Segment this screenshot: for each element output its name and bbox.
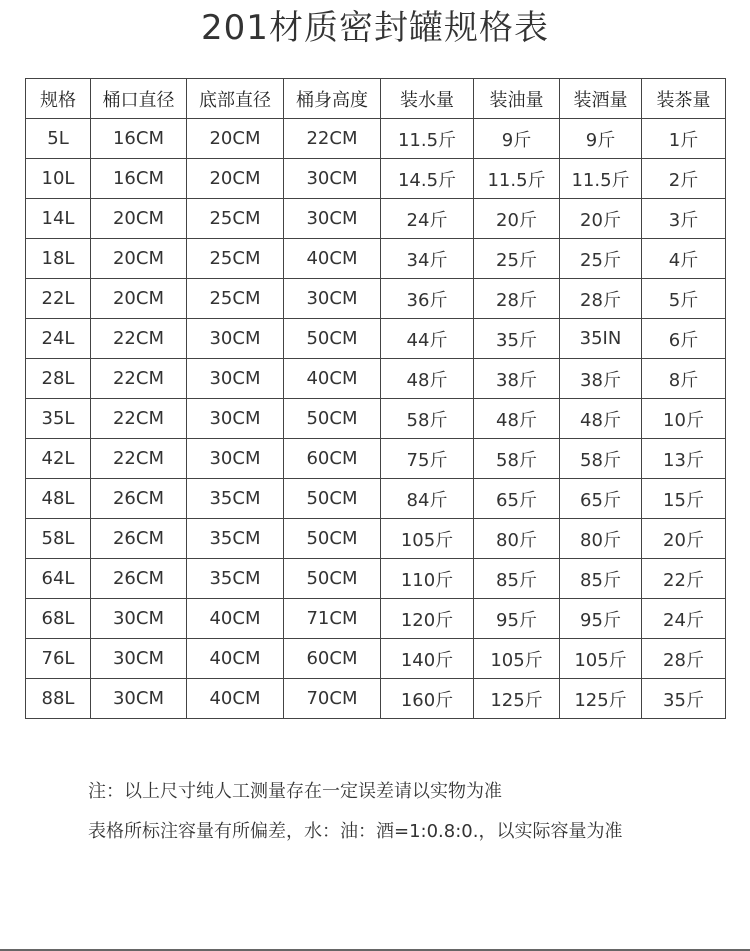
table-cell: 20CM <box>187 159 284 199</box>
table-cell: 22CM <box>284 119 381 159</box>
table-cell: 80斤 <box>560 519 642 559</box>
table-cell: 20斤 <box>642 519 726 559</box>
table-cell: 30CM <box>284 199 381 239</box>
table-row <box>26 439 726 479</box>
table-cell: 40CM <box>187 679 284 719</box>
table-cell: 24斤 <box>381 199 474 239</box>
table-cell: 40CM <box>187 599 284 639</box>
table-cell: 35CM <box>187 519 284 559</box>
table-cell: 110斤 <box>381 559 474 599</box>
table-cell: 65斤 <box>474 479 560 519</box>
table-cell: 22CM <box>91 359 187 399</box>
table-cell: 105斤 <box>560 639 642 679</box>
table-cell: 38斤 <box>474 359 560 399</box>
table-row <box>26 239 726 279</box>
table-row <box>26 599 726 639</box>
table-cell: 34斤 <box>381 239 474 279</box>
table-cell: 20CM <box>91 239 187 279</box>
table-cell: 70CM <box>284 679 381 719</box>
table-cell: 11.5斤 <box>474 159 560 199</box>
table-cell: 60CM <box>284 439 381 479</box>
table-row <box>26 159 726 199</box>
table-cell: 26CM <box>91 519 187 559</box>
table-cell: 76L <box>26 639 91 679</box>
table-cell: 125斤 <box>560 679 642 719</box>
table-row <box>26 519 726 559</box>
table-cell: 35斤 <box>642 679 726 719</box>
table-cell: 35CM <box>187 559 284 599</box>
table-cell: 25斤 <box>560 239 642 279</box>
table-cell: 35CM <box>187 479 284 519</box>
table-cell: 88L <box>26 679 91 719</box>
table-cell: 22L <box>26 279 91 319</box>
table-cell: 48L <box>26 479 91 519</box>
table-cell: 85斤 <box>560 559 642 599</box>
header-cell-bottom-diameter: 底部直径 <box>187 79 284 119</box>
table-cell: 40CM <box>284 239 381 279</box>
table-row <box>26 479 726 519</box>
table-body <box>26 119 726 719</box>
table-cell: 6斤 <box>642 319 726 359</box>
table-row <box>26 319 726 359</box>
table-cell: 30CM <box>187 439 284 479</box>
header-cell-oil-capacity: 装油量 <box>474 79 560 119</box>
table-cell: 30CM <box>284 279 381 319</box>
table-cell: 11.5斤 <box>381 119 474 159</box>
table-cell: 140斤 <box>381 639 474 679</box>
table-row <box>26 359 726 399</box>
table-cell: 28斤 <box>642 639 726 679</box>
table-cell: 30CM <box>284 159 381 199</box>
header-cell-body-height: 桶身高度 <box>284 79 381 119</box>
table-cell: 58斤 <box>560 439 642 479</box>
table-cell: 30CM <box>91 599 187 639</box>
table-cell: 5L <box>26 119 91 159</box>
table-cell: 15斤 <box>642 479 726 519</box>
table-row <box>26 559 726 599</box>
table-cell: 10L <box>26 159 91 199</box>
table-cell: 22CM <box>91 399 187 439</box>
table-row <box>26 279 726 319</box>
table-cell: 35IN <box>560 319 642 359</box>
notes <box>88 778 728 858</box>
table-cell: 20CM <box>91 279 187 319</box>
table-cell: 20斤 <box>474 199 560 239</box>
table-cell: 120斤 <box>381 599 474 639</box>
table-cell: 22CM <box>91 439 187 479</box>
table-cell: 30CM <box>187 359 284 399</box>
table-cell: 35斤 <box>474 319 560 359</box>
header-cell-mouth-diameter: 桶口直径 <box>91 79 187 119</box>
table-cell: 16CM <box>91 119 187 159</box>
table-row <box>26 119 726 159</box>
table-cell: 64L <box>26 559 91 599</box>
table-cell: 40CM <box>187 639 284 679</box>
table-cell: 50CM <box>284 519 381 559</box>
table-cell: 50CM <box>284 319 381 359</box>
table-cell: 30CM <box>91 679 187 719</box>
table-cell: 42L <box>26 439 91 479</box>
table-cell: 48斤 <box>560 399 642 439</box>
table-cell: 48斤 <box>381 359 474 399</box>
table-cell: 1斤 <box>642 119 726 159</box>
table-row <box>26 399 726 439</box>
table-cell: 13斤 <box>642 439 726 479</box>
table-header-row <box>26 79 726 119</box>
table-cell: 58L <box>26 519 91 559</box>
table-cell: 85斤 <box>474 559 560 599</box>
note-capacity: 表格所标注容量有所偏差，水：油：酒=1:0.8:0.，以实际容量为准 <box>88 821 623 842</box>
table-cell: 18L <box>26 239 91 279</box>
table-cell: 28斤 <box>560 279 642 319</box>
table-cell: 75斤 <box>381 439 474 479</box>
table-cell: 9斤 <box>560 119 642 159</box>
table-row <box>26 199 726 239</box>
table-cell: 50CM <box>284 559 381 599</box>
page-title: 201材质密封罐规格表 <box>201 8 549 48</box>
header-cell-spec: 规格 <box>26 79 91 119</box>
table-cell: 2斤 <box>642 159 726 199</box>
table-cell: 80斤 <box>474 519 560 559</box>
table-cell: 30CM <box>187 319 284 359</box>
table-cell: 50CM <box>284 399 381 439</box>
table-cell: 65斤 <box>560 479 642 519</box>
table-cell: 30CM <box>91 639 187 679</box>
table-cell: 10斤 <box>642 399 726 439</box>
table-cell: 25斤 <box>474 239 560 279</box>
table-cell: 5斤 <box>642 279 726 319</box>
table-cell: 20CM <box>91 199 187 239</box>
table-cell: 9斤 <box>474 119 560 159</box>
table-cell: 60CM <box>284 639 381 679</box>
table-cell: 20CM <box>187 119 284 159</box>
table-cell: 71CM <box>284 599 381 639</box>
header-cell-water-capacity: 装水量 <box>381 79 474 119</box>
table-cell: 44斤 <box>381 319 474 359</box>
table-cell: 28斤 <box>474 279 560 319</box>
header-cell-tea-capacity: 装茶量 <box>642 79 726 119</box>
table-cell: 36斤 <box>381 279 474 319</box>
table-cell: 25CM <box>187 279 284 319</box>
table-cell: 95斤 <box>560 599 642 639</box>
note-measurement: 注：以上尺寸纯人工测量存在一定误差请以实物为准 <box>88 781 502 802</box>
table-cell: 25CM <box>187 239 284 279</box>
table-cell: 14L <box>26 199 91 239</box>
table-cell: 105斤 <box>381 519 474 559</box>
table-cell: 30CM <box>187 399 284 439</box>
table-cell: 11.5斤 <box>560 159 642 199</box>
table-cell: 3斤 <box>642 199 726 239</box>
table-cell: 84斤 <box>381 479 474 519</box>
table-cell: 28L <box>26 359 91 399</box>
table-cell: 125斤 <box>474 679 560 719</box>
table-cell: 24L <box>26 319 91 359</box>
table-cell: 160斤 <box>381 679 474 719</box>
table-cell: 68L <box>26 599 91 639</box>
table-cell: 16CM <box>91 159 187 199</box>
table-cell: 25CM <box>187 199 284 239</box>
table-cell: 22斤 <box>642 559 726 599</box>
table-cell: 58斤 <box>381 399 474 439</box>
table-cell: 35L <box>26 399 91 439</box>
table-cell: 58斤 <box>474 439 560 479</box>
table-cell: 105斤 <box>474 639 560 679</box>
table-cell: 38斤 <box>560 359 642 399</box>
table-cell: 50CM <box>284 479 381 519</box>
table-row <box>26 639 726 679</box>
table-cell: 26CM <box>91 479 187 519</box>
table-cell: 26CM <box>91 559 187 599</box>
table-cell: 4斤 <box>642 239 726 279</box>
table-cell: 95斤 <box>474 599 560 639</box>
table-cell: 20斤 <box>560 199 642 239</box>
spec-table <box>25 78 726 719</box>
header-cell-wine-capacity: 装酒量 <box>560 79 642 119</box>
table-cell: 8斤 <box>642 359 726 399</box>
table-cell: 24斤 <box>642 599 726 639</box>
table-cell: 22CM <box>91 319 187 359</box>
table-row <box>26 679 726 719</box>
table-cell: 48斤 <box>474 399 560 439</box>
table-cell: 40CM <box>284 359 381 399</box>
table-cell: 14.5斤 <box>381 159 474 199</box>
